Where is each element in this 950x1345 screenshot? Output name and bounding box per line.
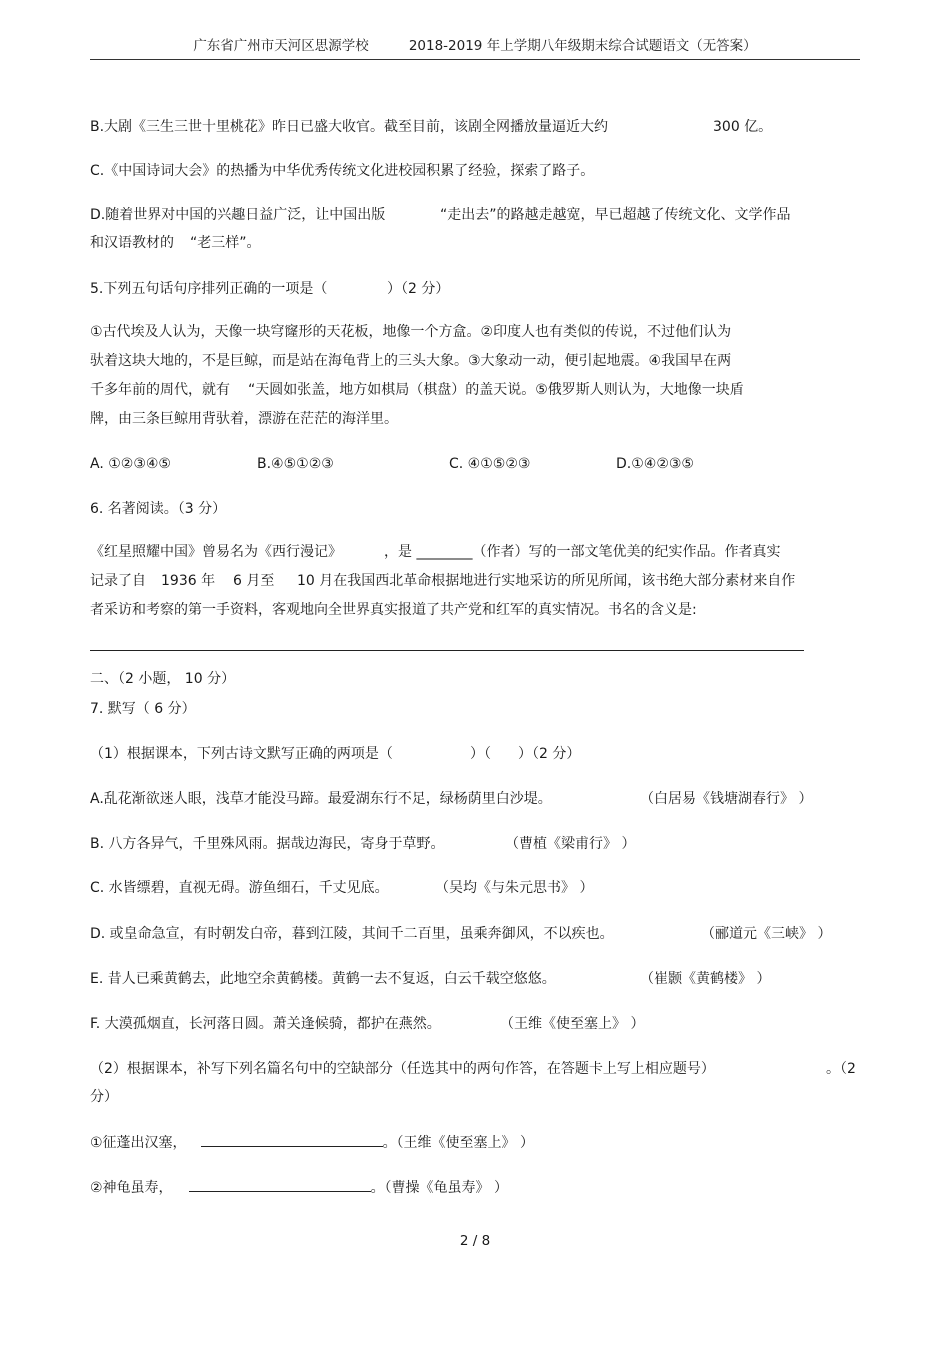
q6-stem: 6. 名著阅读。（3 分）: [90, 501, 227, 517]
q6-line-1a: 《红星照耀中国》曾易名为《西行漫记》: [90, 544, 342, 560]
q7-sub1-c: ）（2 分）: [518, 746, 581, 762]
q6-line-2b: 1936 年: [161, 573, 216, 589]
q5-option-d: D.①④②③⑤: [616, 456, 694, 472]
section-2-heading: 二、（2 小题， 10 分）: [90, 671, 236, 687]
q7-option-d-source: （郦道元《三峡》 ）: [701, 926, 832, 942]
q4-option-d-part2: “走出去”的路越走越宽，早已超越了传统文化、文学作品: [440, 207, 791, 223]
header-rule: [90, 59, 860, 60]
q7-option-e: E. 昔人已乘黄鹤去，此地空余黄鹤楼。黄鹤一去不复返，白云千载空悠悠。: [90, 971, 556, 987]
q7-option-a: A.乱花渐欲迷人眼，浅草才能没马蹄。最爱湖东行不足，绿杨荫里白沙堤。: [90, 791, 552, 807]
q6-answer-line: [90, 650, 804, 651]
q7-fill-1-source: 。（王维《使至塞上》 ）: [382, 1135, 535, 1151]
q7-sub1-a: （1）根据课本，下列古诗文默写正确的两项是（: [90, 746, 393, 762]
q5-stem-a: 5.下列五句话句序排列正确的一项是（: [90, 281, 328, 297]
q4-option-d-part3: 和汉语教材的: [90, 235, 174, 251]
q5-passage-line-3b: “天圆如张盖，地方如棋局（棋盘）的盖天说。⑤俄罗斯人则认为，大地像一块盾: [248, 382, 744, 398]
q7-option-b-source: （曹植《梁甫行》 ）: [505, 836, 636, 852]
header-school: 广东省广州市天河区思源学校: [193, 38, 369, 54]
q4-option-b: [90, 117, 608, 137]
q7-option-c: C. 水皆缥碧，直视无碍。游鱼细石，千丈见底。: [90, 880, 389, 896]
q5-passage-line-1: ①古代埃及人认为，天像一块穹窿形的天花板，地像一个方盒。②印度人也有类似的传说，不过他们认为: [90, 324, 732, 340]
q5-option-a: A. ①②③④⑤: [90, 456, 171, 472]
q7-option-e-source: （崔颢《黄鹤楼》 ）: [640, 971, 771, 987]
q7-fill-1-prompt: ①征蓬出汉塞，: [90, 1135, 187, 1151]
q6-line-1b: ，是 ________（作者）写的一部文笔优美的纪实作品。作者真实: [384, 544, 781, 560]
q5-passage-line-2: 驮着这块大地的，不是巨鲸，而是站在海龟背上的三头大象。③大象动一动，便引起地震。④我国早在两: [90, 353, 732, 369]
q7-sub2-a: （2）根据课本，补写下列名篇名句中的空缺部分（任选其中的两句作答，在答题卡上写上相应题号）: [90, 1061, 715, 1077]
q7-fill-2: [90, 1177, 508, 1198]
q6-line-2d: 10 月在我国西北革命根据地进行实地采访的所见所闻，该书绝大部分素材来自作: [297, 573, 796, 589]
q4-option-c: C.《中国诗词大会》的热播为中华优秀传统文化进校园积累了经验，探索了路子。: [90, 163, 595, 179]
q4-option-b-value: 300 亿。: [713, 119, 773, 135]
q7-fill-2-source: 。（曹操《龟虽寿》 ）: [370, 1180, 509, 1196]
q7-option-f-source: （王维《使至塞上》 ）: [500, 1016, 645, 1032]
q7-sub2-c: 分）: [90, 1089, 118, 1105]
q6-line-2c: 6 月至: [233, 573, 275, 589]
q7-option-b: B. 八方各异气，千里殊风雨。据哉边海民，寄身于草野。: [90, 836, 445, 852]
q5-option-c: C. ④①⑤②③: [449, 456, 531, 472]
q5-passage-line-4: 牌，由三条巨鲸用背驮着，漂游在茫茫的海洋里。: [90, 411, 398, 427]
q7-option-c-source: （吴均《与朱元思书》 ）: [435, 880, 594, 896]
q7-fill-1-blank[interactable]: [201, 1132, 383, 1147]
q7-option-a-source: （白居易《钱塘湖春行》 ）: [640, 791, 813, 807]
q7-option-d: D. 或皇命急宣，有时朝发白帝，暮到江陵，其间千二百里，虽乘奔御风，不以疾也。: [90, 926, 614, 942]
q6-line-2a: 记录了自: [90, 573, 146, 589]
q7-stem: 7. 默写（ 6 分）: [90, 701, 196, 717]
q5-stem-b: ）（2 分）: [387, 281, 450, 297]
q7-option-f: F. 大漠孤烟直，长河落日圆。萧关逢候骑，都护在燕然。: [90, 1016, 441, 1032]
header-title: 2018-2019 年上学期八年级期末综合试题语文（无答案）: [408, 38, 757, 54]
q5-passage-line-3a: 千多年前的周代，就有: [90, 382, 230, 398]
q7-fill-2-blank[interactable]: [189, 1177, 371, 1192]
q7-fill-2-prompt: ②神龟虽寿，: [90, 1180, 173, 1196]
q4-option-d-part4: “老三样”。: [190, 235, 261, 251]
q7-sub2-b: 。（2: [826, 1061, 856, 1077]
q6-line-3: 者采访和考察的第一手资料，客观地向全世界真实报道了共产党和红军的真实情况。书名的含义是:: [90, 602, 697, 618]
page-header: [90, 34, 860, 54]
q4-option-d-part1: D.随着世界对中国的兴趣日益广泛，让中国出版: [90, 207, 386, 223]
page-number: 2 / 8: [459, 1233, 491, 1249]
q4-option-b-text: B.大剧《三生三世十里桃花》昨日已盛大收官。截至目前，该剧全网播放量逼近大约: [90, 119, 609, 135]
q5-option-b: B.④⑤①②③: [257, 456, 334, 472]
q7-fill-1: [90, 1132, 534, 1153]
q7-sub1-b: ）（: [470, 746, 491, 762]
